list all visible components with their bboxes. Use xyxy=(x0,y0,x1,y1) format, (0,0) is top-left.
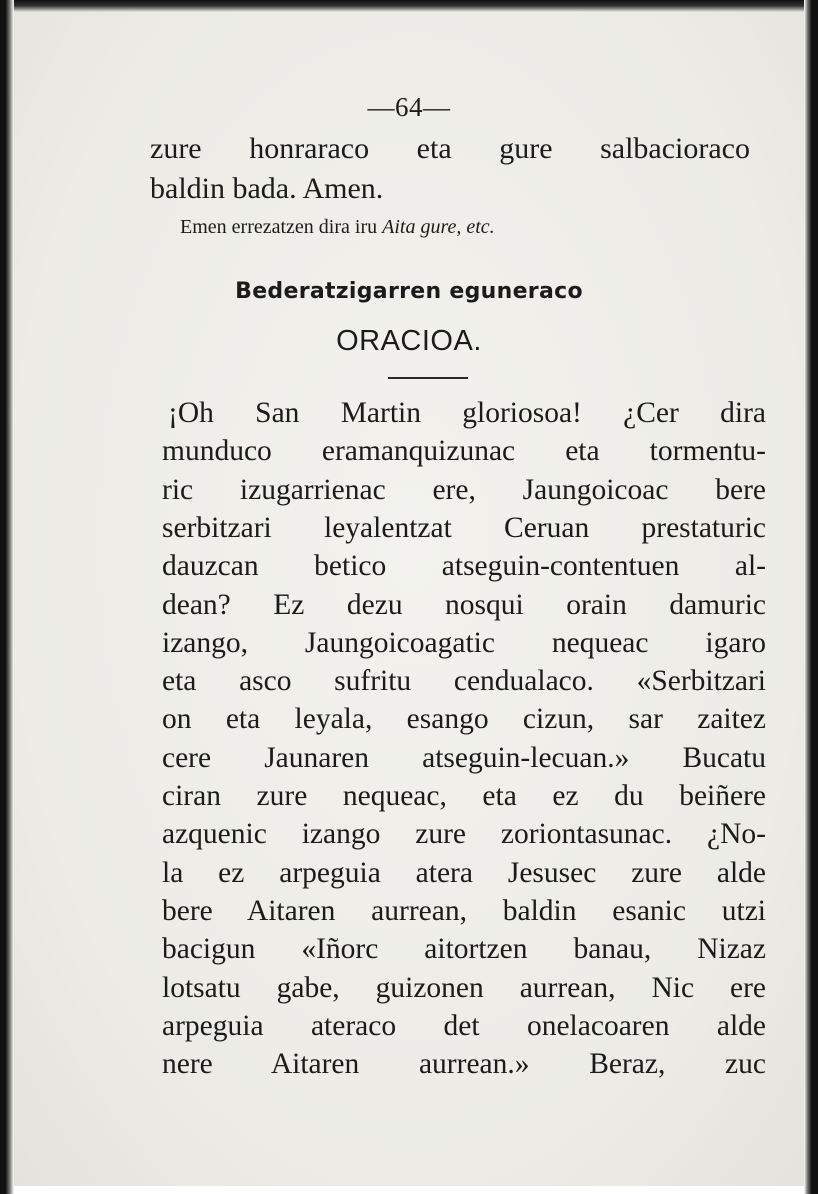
heading-divider xyxy=(388,377,468,379)
rubric-text: Emen errezatzen dira iru xyxy=(180,216,383,238)
body-line: izango, Jaungoicoagatic nequeac igaro xyxy=(162,626,766,659)
body-line: munduco eramanquizunac eta tormentu- xyxy=(162,435,766,468)
scan-edge-top xyxy=(0,0,818,12)
body-line: bacigun «Iñorc aitortzen banau, Nizaz xyxy=(162,933,766,966)
body-line: ciran zure nequeac, eta ez du beiñere xyxy=(162,780,766,812)
body-line: la ez arpeguia atera Jesusec zure alde xyxy=(162,856,766,889)
body-line: dauzcan betico atseguin-contentuen al- xyxy=(162,550,766,583)
scan-edge-left xyxy=(0,0,14,1194)
body-line: on eta leyala, esango cizun, sar zaitez xyxy=(162,703,766,736)
body-line: arpeguia ateraco det onelacoaren alde xyxy=(162,1009,766,1042)
rubric xyxy=(180,216,495,239)
intro-line-1: zure honraraco eta gure salbacioraco xyxy=(150,132,750,165)
body-line: cere Jaunaren atseguin-lecuan.» Bucatu xyxy=(162,741,766,774)
body-line: ¡Oh San Martin gloriosoa! ¿Cer dira xyxy=(168,397,766,429)
body-line: azquenic izango zure zoriontasunac. ¿No- xyxy=(162,818,766,851)
body-line: serbitzari leyalentzat Ceruan prestaturic xyxy=(162,511,766,544)
body-line: nere Aitaren aurrean.» Beraz, zuc xyxy=(162,1048,766,1081)
intro-line-2: baldin bada. Amen. xyxy=(150,172,384,205)
rubric-italic: Aita gure, etc. xyxy=(382,216,495,238)
body-line: bere Aitaren aurrean, baldin esanic utzi xyxy=(162,894,766,927)
body-line: lotsatu gabe, guizonen aurrean, Nic ere xyxy=(162,971,766,1004)
body-line: eta asco sufritu cendualaco. «Serbitzari xyxy=(162,665,766,698)
section-subheading: ORACIOA. xyxy=(336,325,482,357)
page-number: —64— xyxy=(367,92,451,122)
section-heading: Bederatzigarren eguneraco xyxy=(235,279,583,304)
body-line: ric izugarrienac ere, Jaungoicoac bere xyxy=(162,473,766,506)
body-line: dean? Ez dezu nosqui orain damuric xyxy=(162,588,766,621)
scan-edge-right xyxy=(804,0,818,1194)
